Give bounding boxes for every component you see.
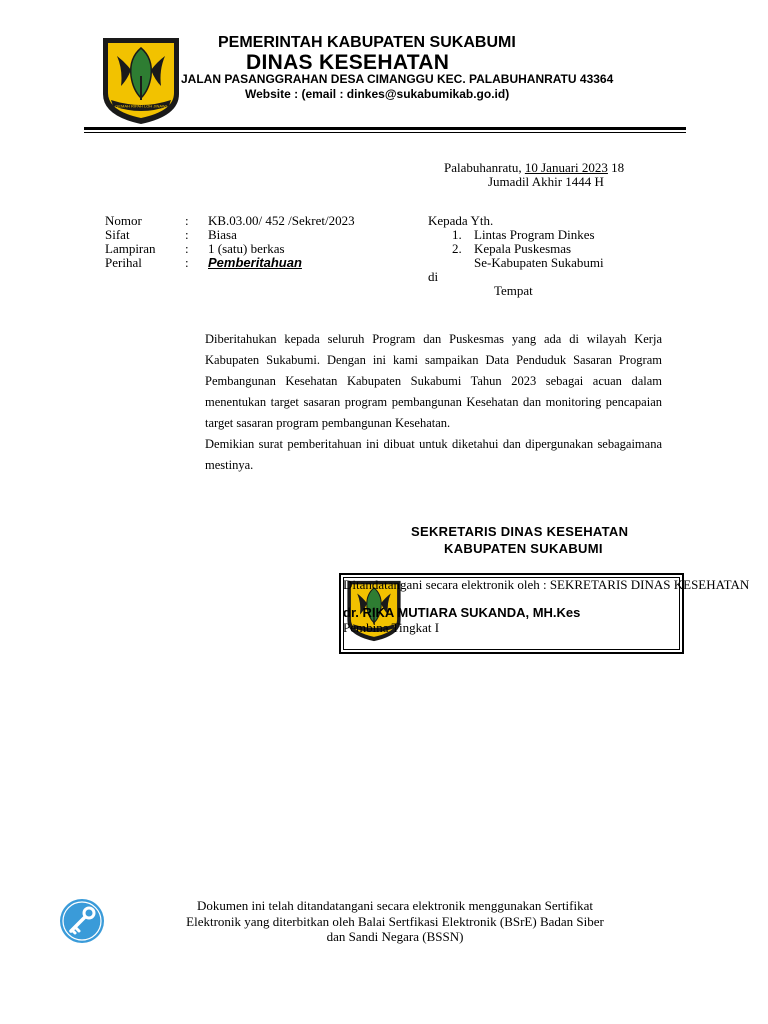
government-name: PEMERINTAH KABUPATEN SUKABUMI bbox=[218, 34, 516, 51]
recipient-number: 1. bbox=[452, 227, 462, 242]
meta-colon: : bbox=[185, 227, 189, 242]
date-hijri-day: 18 bbox=[607, 160, 625, 175]
date-hijri: Jumadil Akhir 1444 H bbox=[488, 174, 604, 189]
recipient-text: Kepala Puskesmas bbox=[474, 241, 572, 256]
signatory-title-2: KABUPATEN SUKABUMI bbox=[444, 541, 603, 556]
office-address: JALAN PASANGGRAHAN DESA CIMANGGU KEC. PALABUHANRATU 43364 bbox=[181, 72, 614, 86]
bsre-key-icon bbox=[59, 898, 105, 944]
recipient-sub: Se-Kabupaten Sukabumi bbox=[474, 255, 604, 270]
logo-motto: GEMAH RIPAH LOH JINAWI bbox=[115, 103, 167, 109]
body-paragraph-2: Demikian surat pemberitahuan ini dibuat untuk diketahui dan dipergunakan sebagaimana mestinya. bbox=[205, 437, 662, 472]
meta-value: KB.03.00/ 452 /Sekret/2023 bbox=[208, 213, 355, 228]
office-name: DINAS KESEHATAN bbox=[246, 51, 450, 74]
header-divider-thin bbox=[84, 132, 686, 133]
footer-line-1: Dokumen ini telah ditandatangani secara elektronik menggunakan Sertifikat bbox=[196, 898, 593, 913]
e-signature-text: Ditandatangani secara elektronik oleh : SEKRETARIS DINAS KESEHATAN bbox=[343, 577, 750, 592]
body-paragraph-1: Diberitahukan kepada seluruh Program dan Puskesmas yang ada di wilayah Kerja Kabupaten Sukabumi. Dengan ini kami sampaikan Data Penduduk Sasaran Program Pembangunan Kesehatan Kabupaten Sukabumi Tahun 2023 sebagai acuan dalam menentukan target sasaran program pembangunan Kesehatan dan monitoring pencapaian target sasaran program pembangunan Kesehatan. bbox=[205, 332, 662, 430]
e-signature-disclaimer bbox=[145, 898, 645, 945]
recipient-number: 2. bbox=[452, 241, 462, 256]
footer-line-3: dan Sandi Negara (BSSN) bbox=[326, 929, 464, 944]
letter-body bbox=[205, 329, 662, 476]
meta-colon: : bbox=[185, 213, 189, 228]
office-website: Website : (email : dinkes@sukabumikab.go.id) bbox=[245, 87, 510, 101]
meta-colon: : bbox=[185, 241, 189, 256]
kabupaten-sukabumi-logo bbox=[101, 36, 181, 126]
meta-value: Biasa bbox=[208, 227, 237, 242]
footer-line-2: Elektronik yang diterbitkan oleh Balai Sertfikasi Elektronik (BSrE) Badan Siber bbox=[186, 913, 604, 929]
meta-colon: : bbox=[185, 255, 189, 270]
meta-label: Lampiran bbox=[105, 241, 156, 256]
recipient-di: di bbox=[428, 269, 439, 284]
date-place: Palabuhanratu, bbox=[444, 160, 525, 175]
signatory-rank: Pembina Tingkat I bbox=[343, 620, 440, 635]
recipient-text: Lintas Program Dinkes bbox=[474, 227, 595, 242]
meta-label: Perihal bbox=[105, 255, 142, 270]
meta-label: Sifat bbox=[105, 227, 130, 242]
signatory-title: SEKRETARIS DINAS KESEHATAN bbox=[411, 524, 629, 539]
recipient-tempat: Tempat bbox=[494, 283, 533, 298]
signatory-name: dr. RIKA MUTIARA SUKANDA, MH.Kes bbox=[343, 605, 581, 620]
meta-label: Nomor bbox=[105, 213, 142, 228]
date-gregorian: 10 Januari 2023 bbox=[524, 160, 608, 175]
recipient-heading: Kepada Yth. bbox=[428, 213, 494, 228]
header-divider-thick bbox=[84, 127, 686, 130]
meta-value: 1 (satu) berkas bbox=[208, 241, 285, 256]
meta-value-perihal: Pemberitahuan bbox=[208, 255, 302, 270]
